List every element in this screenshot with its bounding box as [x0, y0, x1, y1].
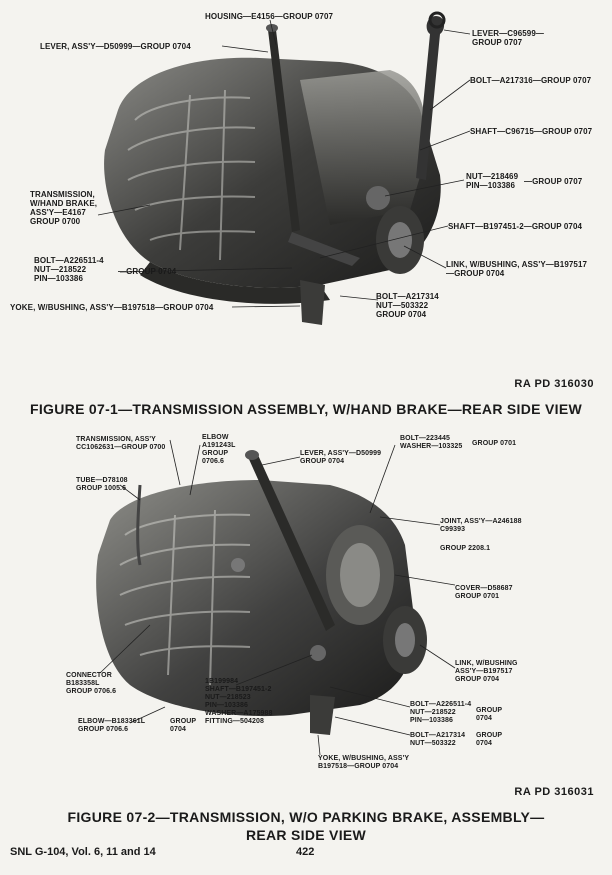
figure-2-caption-line-2: REAR SIDE VIEW — [245, 827, 367, 843]
label-transmission-assy: TRANSMISSION, ASS'Y CC1062631—GROUP 0700 — [76, 436, 166, 451]
label-lever-assy: LEVER, ASS'Y—D50999—GROUP 0704 — [40, 42, 191, 51]
label-bolt-nut-a217314: BOLT—A217314 NUT—503322 GROUP 0704 — [376, 292, 439, 319]
label-bolt-nut-a217314-2: BOLT—A217314 NUT—503322 — [410, 732, 466, 747]
label-link-2: LINK, W/BUSHING ASS'Y—B197517 GROUP 0704 — [455, 660, 518, 683]
page-number: 422 — [296, 846, 315, 858]
label-elbow-a191243: ELBOW A191243L GROUP 0706.6 — [202, 434, 236, 465]
label-bolt-a217316: BOLT—A217316—GROUP 0707 — [470, 76, 592, 85]
ra-pd-figure-1: RA PD 316030 — [514, 378, 594, 390]
figure-1-caption: FIGURE 07-1—TRANSMISSION ASSEMBLY, W/HAND BRAKE—REAR SIDE VIEW — [30, 401, 582, 417]
label-elbow-b183361: ELBOW—B183361L GROUP 0706.6 — [78, 718, 146, 733]
label-bolt-nut-pin-group-2: GROUP 0704 — [476, 707, 503, 722]
label-transmission: TRANSMISSION, W/HAND BRAKE, ASS'Y—E4167 GROUP 0700 — [30, 190, 98, 226]
label-bolt-nut-pin: BOLT—A226511-4 NUT—218522 PIN—103386 — [34, 256, 104, 283]
label-connector: CONNECTOR B183358L GROUP 0706.6 — [66, 672, 117, 695]
label-joint-group: GROUP 2208.1 — [440, 545, 491, 552]
label-housing: HOUSING—E4156—GROUP 0707 — [205, 12, 334, 21]
label-shaft-c96715: SHAFT—C96715—GROUP 0707 — [470, 127, 593, 136]
label-lever-assy-2: LEVER, ASS'Y—D50999 GROUP 0704 — [300, 450, 382, 465]
figure-2-caption-line-1: FIGURE 07-2—TRANSMISSION, W/O PARKING BRAKE, ASSEMBLY— — [67, 809, 545, 825]
label-bolt-washer-group: GROUP 0701 — [472, 440, 517, 447]
label-group-0704: GROUP 0704 — [170, 718, 197, 733]
label-shaft-b197451: SHAFT—B197451-2—GROUP 0704 — [448, 222, 583, 231]
label-bolt-washer: BOLT—223445 WASHER—103325 — [400, 435, 463, 450]
label-bolt-nut-pin-group: —GROUP 0704 — [118, 267, 177, 276]
label-link: LINK, W/BUSHING, ASS'Y—B197517 —GROUP 0704 — [446, 260, 588, 278]
label-bolt-nut-a217314-group-2: GROUP 0704 — [476, 732, 503, 747]
label-joint: JOINT, ASS'Y—A246188 C99393 — [440, 518, 522, 533]
figure-1 — [0, 0, 612, 360]
ra-pd-figure-2: RA PD 316031 — [514, 786, 594, 798]
figure-2 — [0, 425, 612, 785]
label-yoke-2: YOKE, W/BUSHING, ASS'Y B197518—GROUP 0704 — [318, 755, 410, 770]
label-tube: TUBE—D78108 GROUP 1005.6 — [76, 477, 128, 492]
label-bolt-nut-pin-2: BOLT—A226511-4 NUT—218522 PIN—103386 — [410, 701, 472, 724]
label-lever-c96599: LEVER—C96599— GROUP 0707 — [472, 29, 544, 47]
label-shaft-group: 1B199984 SHAFT—B197451-2 NUT—218523 PIN—103386 WASHER—A175988 FITTING—504208 — [205, 678, 273, 725]
label-nut-pin: NUT—218469 PIN—103386 — [466, 172, 519, 190]
footer-reference: SNL G-104, Vol. 6, 11 and 14 — [10, 846, 156, 858]
label-cover: COVER—D58687 GROUP 0701 — [455, 585, 513, 600]
label-yoke: YOKE, W/BUSHING, ASS'Y—B197518—GROUP 0704 — [10, 303, 214, 312]
label-nut-pin-group: —GROUP 0707 — [524, 177, 583, 186]
